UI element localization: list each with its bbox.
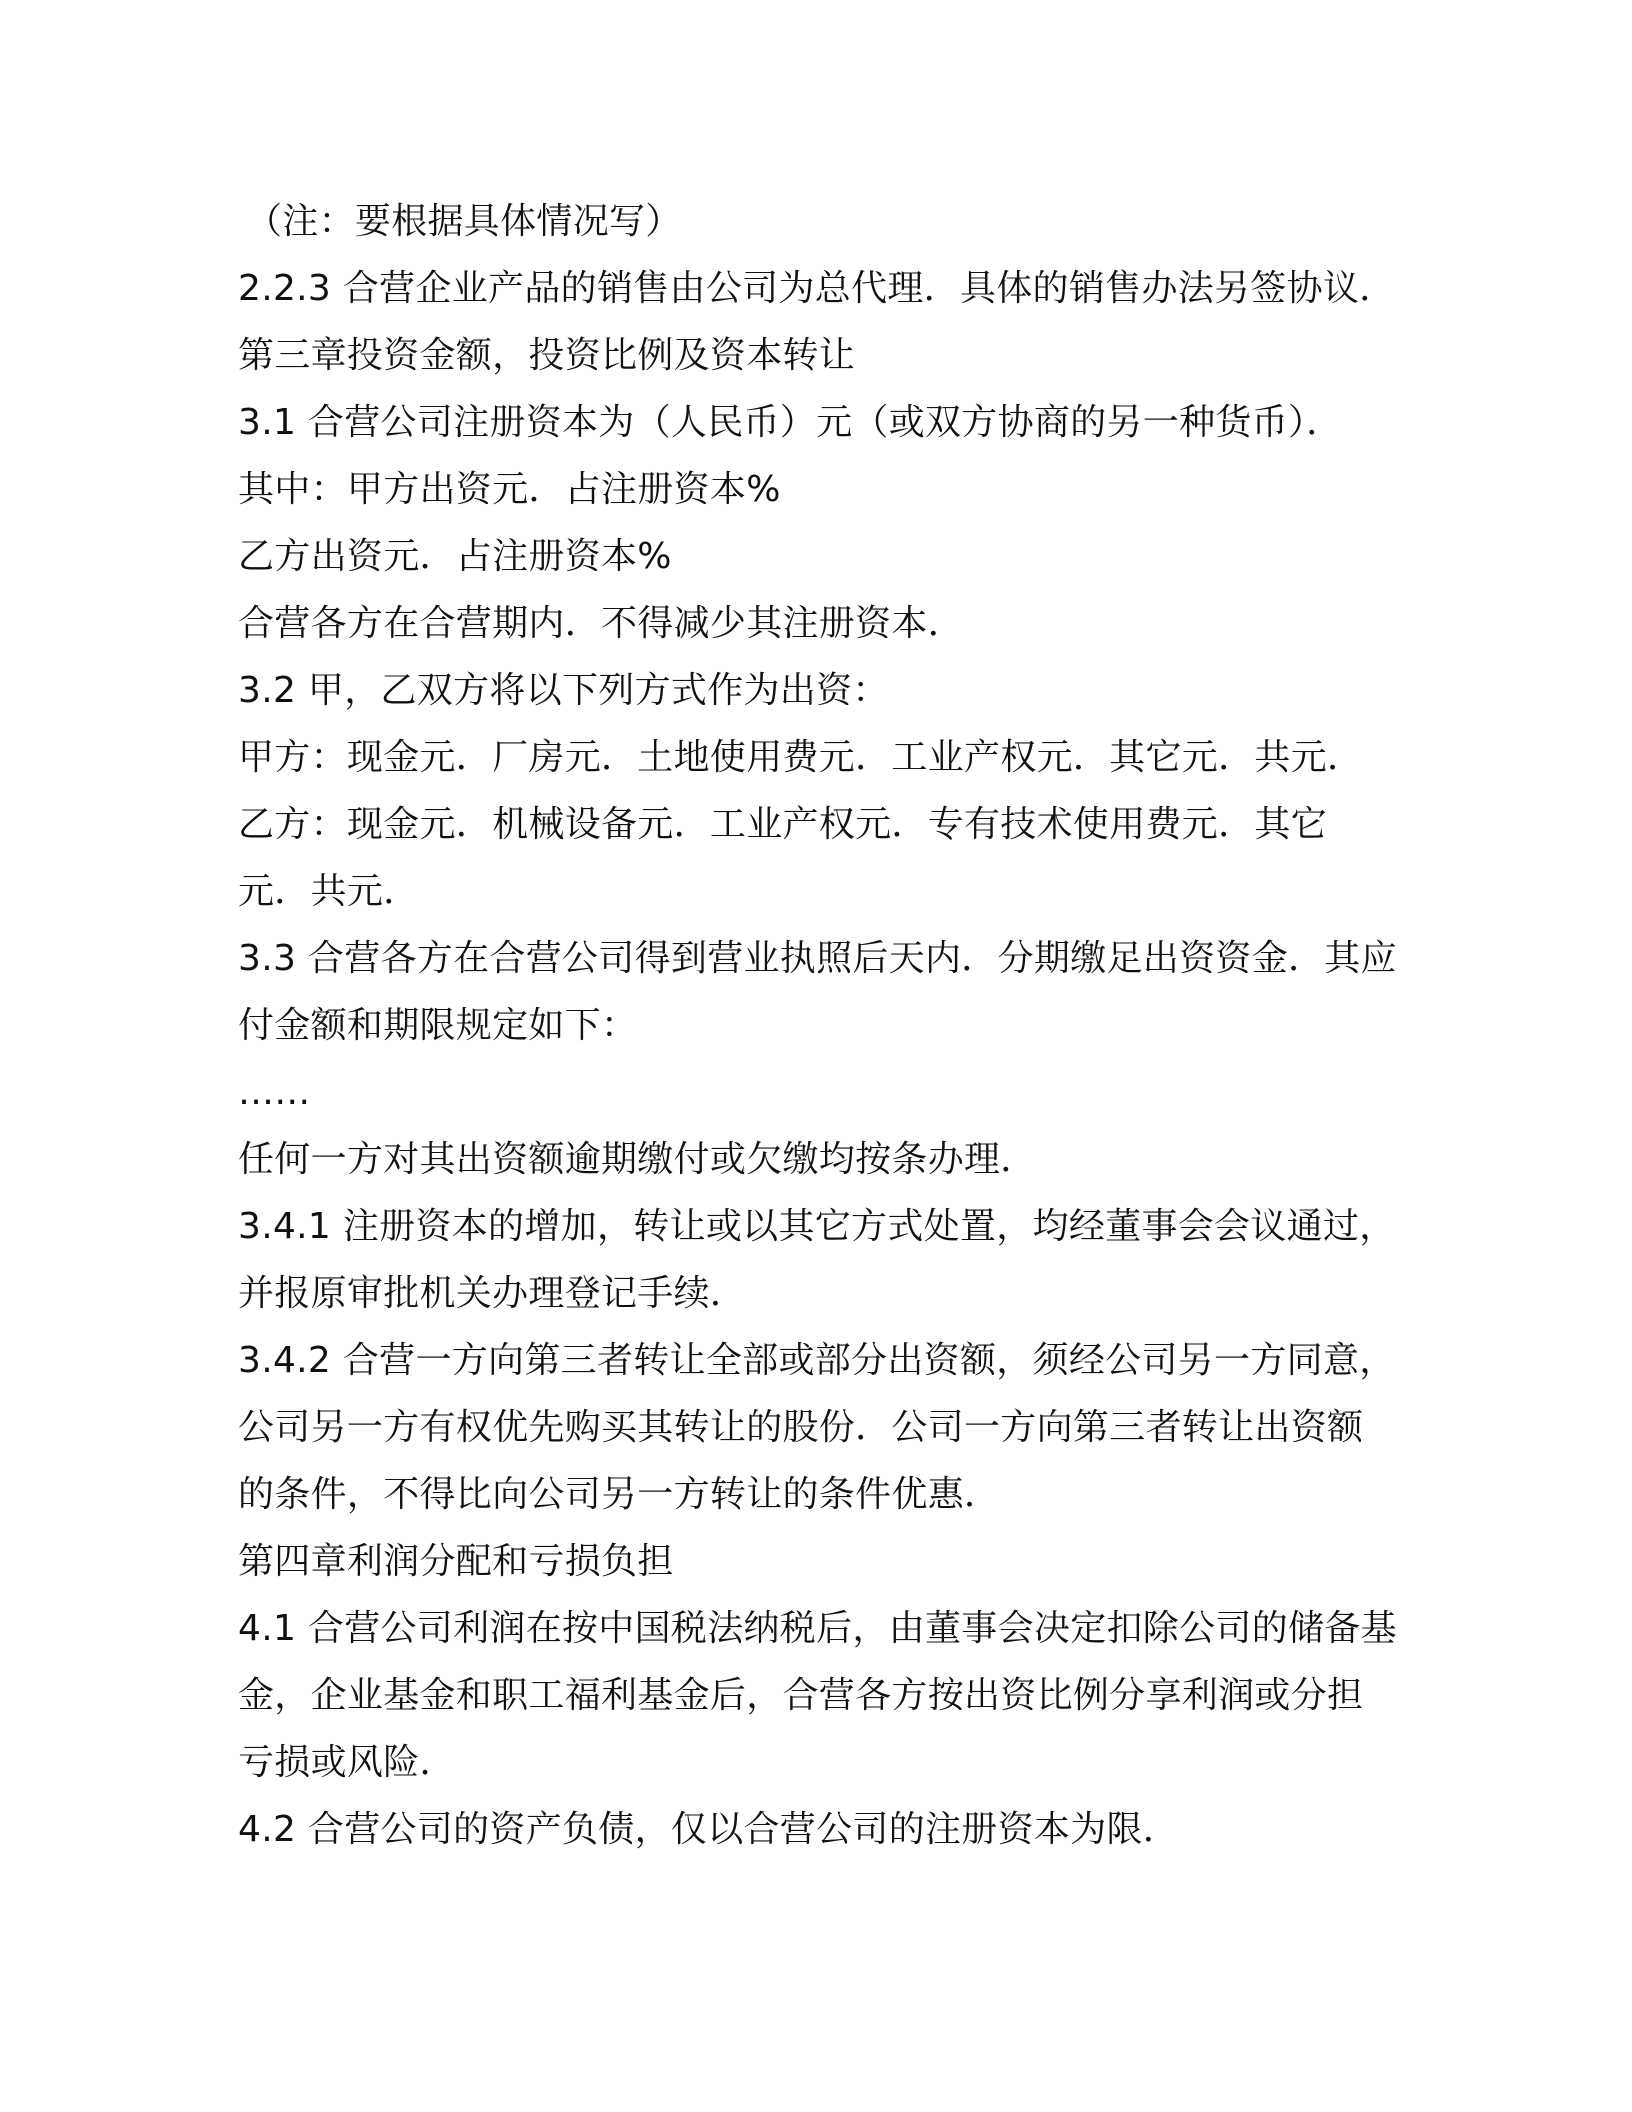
note-paragraph: （注：要根据具体情况写） bbox=[246, 201, 682, 242]
party-b-capital: 乙方出资元．占注册资本% bbox=[238, 536, 672, 577]
document-body bbox=[238, 188, 1398, 1863]
ellipsis: …… bbox=[238, 1072, 311, 1113]
clause-3-3: 3.3 合营各方在合营公司得到营业执照后天内．分期缴足出资资金．其应付金额和期限规定如下： bbox=[238, 938, 1397, 1046]
late-payment-rule: 任何一方对其出资额逾期缴付或欠缴均按条办理． bbox=[238, 1139, 1037, 1180]
clause-4-2: 4.2 合营公司的资产负债，仅以合营公司的注册资本为限． bbox=[238, 1809, 1180, 1850]
clause-3-4-2: 3.4.2 合营一方向第三者转让全部或部分出资额，须经公司另一方同意，公司另一方有权优先购买其转让的股份．公司一方向第三者转让出资额的条件，不得比向公司另一方转让的条件优惠． bbox=[238, 1340, 1396, 1515]
clause-2-2-3: 2.2.3 合营企业产品的销售由公司为总代理．具体的销售办法另签协议． bbox=[238, 268, 1396, 309]
party-a-contribution: 甲方：现金元．厂房元．土地使用费元．工业产权元．其它元．共元． bbox=[238, 737, 1364, 778]
chapter-4-heading: 第四章利润分配和亏损负担 bbox=[238, 1541, 674, 1582]
clause-3-4-1: 3.4.1 注册资本的增加，转让或以其它方式处置，均经董事会会议通过，并报原审批机关办理登记手续． bbox=[238, 1206, 1396, 1314]
clause-3-2: 3.2 甲，乙双方将以下列方式作为出资： bbox=[238, 670, 889, 711]
clause-4-1: 4.1 合营公司利润在按中国税法纳税后，由董事会决定扣除公司的储备基金，企业基金和职工福利基金后，合营各方按出资比例分享利润或分担亏损或风险． bbox=[238, 1608, 1397, 1783]
chapter-3-heading: 第三章投资金额，投资比例及资本转让 bbox=[238, 335, 856, 376]
capital-reduction-rule: 合营各方在合营期内．不得减少其注册资本． bbox=[238, 603, 965, 644]
clause-3-1: 3.1 合营公司注册资本为（人民币）元（或双方协商的另一种货币）． bbox=[238, 402, 1343, 443]
party-b-contribution: 乙方：现金元．机械设备元．工业产权元．专有技术使用费元．其它元．共元． bbox=[238, 804, 1328, 912]
party-a-capital: 其中：甲方出资元．占注册资本% bbox=[238, 469, 781, 510]
